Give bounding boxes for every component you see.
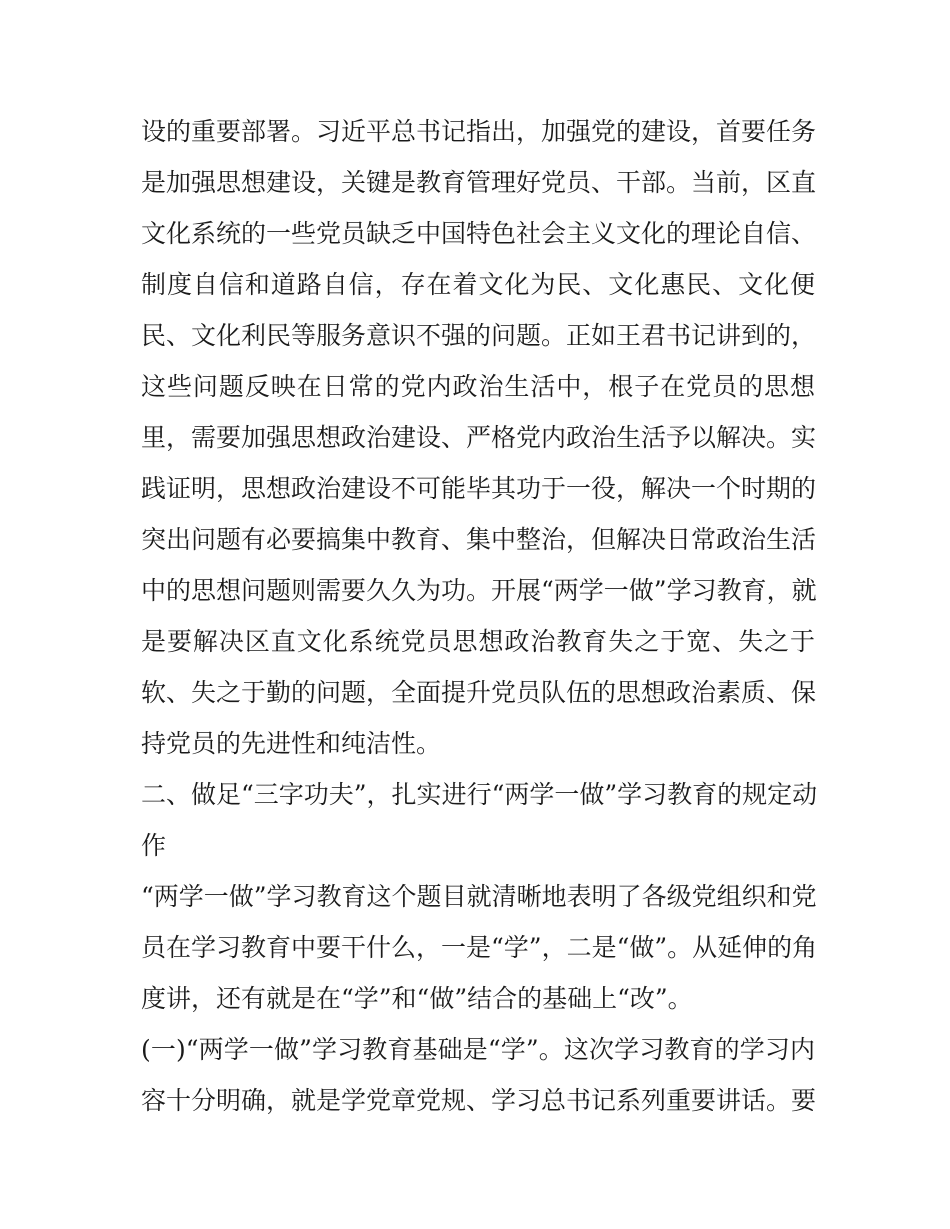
section-heading-line-2: 作 bbox=[141, 831, 167, 860]
text-line-3: 文化系统的一些党员缺乏中国特色社会主义文化的理论自信、 bbox=[141, 219, 817, 248]
text-line-7: 里，需要加强思想政治建设、严格党内政治生活予以解决。实 bbox=[141, 423, 817, 452]
text-line-16: “两学一做”学习教育这个题目就清晰地表明了各级党组织和党 bbox=[141, 882, 817, 911]
text-line-17: 员在学习教育中要干什么，一是“学”，二是“做”。从延伸的角 bbox=[141, 933, 818, 962]
text-line-13: 持党员的先进性和纯洁性。 bbox=[141, 729, 442, 758]
document-body bbox=[141, 106, 818, 1126]
text-line-11: 是要解决区直文化系统党员思想政治教育失之于宽、失之于 bbox=[141, 627, 815, 656]
text-line-10: 中的思想问题则需要久久为功。开展“两学一做”学习教育，就 bbox=[141, 576, 817, 605]
text-line-2: 是加强思想建设，关键是教育管理好党员、干部。当前，区直 bbox=[141, 168, 817, 197]
text-line-1: 设的重要部署。习近平总书记指出，加强党的建设，首要任务 bbox=[141, 117, 817, 146]
section-heading-line-1: 二、做足“三字功夫”，扎实进行“两学一做”学习教育的规定动 bbox=[141, 780, 818, 809]
text-line-20: 容十分明确，就是学党章党规、学习总书记系列重要讲话。要 bbox=[141, 1086, 817, 1115]
text-line-12: 软、失之于勤的问题，全面提升党员队伍的思想政治素质、保 bbox=[141, 678, 817, 707]
text-line-6: 这些问题反映在日常的党内政治生活中，根子在党员的思想 bbox=[141, 372, 815, 401]
text-line-9: 突出问题有必要搞集中教育、集中整治，但解决日常政治生活 bbox=[141, 525, 817, 554]
text-line-8: 践证明，思想政治建设不可能毕其功于一役，解决一个时期的 bbox=[141, 474, 817, 503]
subsection-line-1: (一)“两学一做”学习教育基础是“学”。这次学习教育的学习内 bbox=[141, 1035, 815, 1064]
text-line-5: 民、文化利民等服务意识不强的问题。正如王君书记讲到的， bbox=[141, 321, 817, 350]
text-line-4: 制度自信和道路自信，存在着文化为民、文化惠民、文化便 bbox=[141, 270, 815, 299]
text-line-18: 度讲，还有就是在“学”和“做”结合的基础上“改”。 bbox=[141, 984, 693, 1013]
